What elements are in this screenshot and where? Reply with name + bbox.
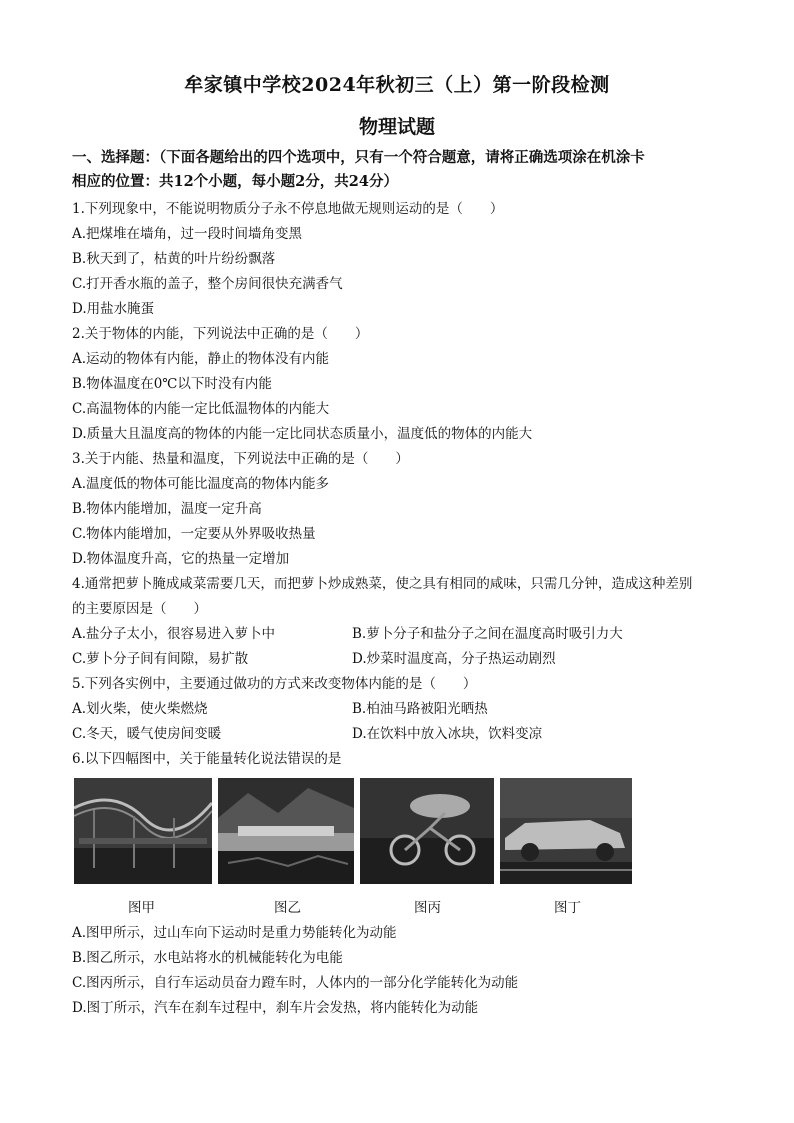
q6-option-d: D.图丁所示，汽车在刹车过程中，刹车片会发热，将内能转化为动能 xyxy=(72,1000,479,1016)
q5-option-d: D.在饮料中放入冰块，饮料变凉 xyxy=(352,726,543,742)
q4-stem-line2: 的主要原因是（ ） xyxy=(72,601,207,617)
photo-car-braking xyxy=(500,778,632,884)
caption-figure-ding: 图丁 xyxy=(554,900,581,916)
q5-stem: 5.下列各实例中，主要通过做功的方式来改变物体内能的是（ ） xyxy=(72,676,477,692)
q4-option-a: A.盐分子太小，很容易进入萝卜中 xyxy=(72,626,276,642)
page-subtitle: 物理试题 xyxy=(358,116,435,138)
photo-hydropower-station xyxy=(218,778,354,884)
section-heading xyxy=(72,146,732,194)
caption-figure-yi: 图乙 xyxy=(274,900,301,916)
q1-option-c: C.打开香水瓶的盖子，整个房间很快充满香气 xyxy=(72,276,343,292)
page-title: 牟家镇中学校2024年秋初三（上）第一阶段检测 xyxy=(184,74,610,96)
q6-option-c: C.图丙所示，自行车运动员奋力蹬车时，人体内的一部分化学能转化为动能 xyxy=(72,975,519,991)
q3-stem: 3.关于内能、热量和温度，下列说法中正确的是（ ） xyxy=(72,451,409,467)
caption-figure-bing: 图丙 xyxy=(414,900,441,916)
q1-stem: 1.下列现象中，不能说明物质分子永不停息地做无规则运动的是（ ） xyxy=(72,201,504,217)
section-heading-line2: 相应的位置：共12个小题，每小题2分，共24分） xyxy=(72,173,398,190)
caption-figure-jia: 图甲 xyxy=(128,900,155,916)
q5-option-c: C.冬天，暖气使房间变暖 xyxy=(72,726,222,742)
q2-option-a: A.运动的物体有内能，静止的物体没有内能 xyxy=(72,351,330,367)
q4-option-d: D.炒菜时温度高，分子热运动剧烈 xyxy=(352,651,556,667)
q3-option-c: C.物体内能增加，一定要从外界吸收热量 xyxy=(72,526,316,542)
q3-option-b: B.物体内能增加，温度一定升高 xyxy=(72,501,262,517)
q2-option-d: D.质量大且温度高的物体的内能一定比同状态质量小，温度低的物体的内能大 xyxy=(72,426,533,442)
q4-option-c: C.萝卜分子间有间隙，易扩散 xyxy=(72,651,249,667)
q5-option-a: A.划火柴，使火柴燃烧 xyxy=(72,701,208,717)
q6-stem: 6.以下四幅图中，关于能量转化说法错误的是 xyxy=(72,751,342,767)
q2-option-c: C.高温物体的内能一定比低温物体的内能大 xyxy=(72,401,330,417)
q3-option-a: A.温度低的物体可能比温度高的物体内能多 xyxy=(72,476,330,492)
q4-option-b: B.萝卜分子和盐分子之间在温度高时吸引力大 xyxy=(352,626,623,642)
q6-option-a: A.图甲所示，过山车向下运动时是重力势能转化为动能 xyxy=(72,925,397,941)
q5-option-b: B.柏油马路被阳光晒热 xyxy=(352,701,488,717)
photo-roller-coaster xyxy=(74,778,212,884)
q1-option-d: D.用盐水腌蛋 xyxy=(72,301,155,317)
q2-stem: 2.关于物体的内能，下列说法中正确的是（ ） xyxy=(72,326,369,342)
q6-option-b: B.图乙所示，水电站将水的机械能转化为电能 xyxy=(72,950,343,966)
q1-option-b: B.秋天到了，枯黄的叶片纷纷飘落 xyxy=(72,251,276,267)
photo-cyclist xyxy=(360,778,494,884)
q2-option-b: B.物体温度在0℃以下时没有内能 xyxy=(72,376,272,392)
q1-option-a: A.把煤堆在墙角，过一段时间墙角变黑 xyxy=(72,226,303,242)
q3-option-d: D.物体温度升高，它的热量一定增加 xyxy=(72,551,290,567)
section-heading-line1: 一、选择题：（下面各题给出的四个选项中，只有一个符合题意，请将正确选项涂在机涂卡 xyxy=(72,149,645,166)
q4-stem-line1: 4.通常把萝卜腌成咸菜需要几天，而把萝卜炒成熟菜，使之具有相同的咸味，只需几分钟，造成这种差别 xyxy=(72,576,693,592)
